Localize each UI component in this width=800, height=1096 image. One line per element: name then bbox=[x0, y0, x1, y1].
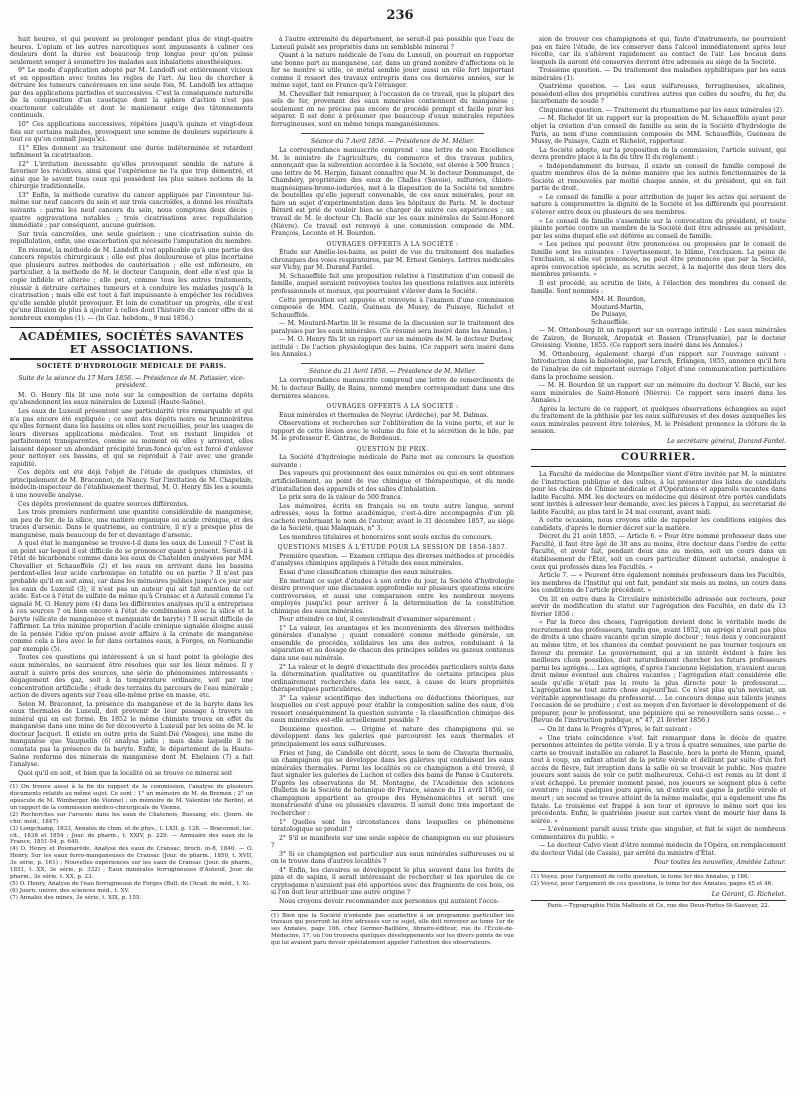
paragraph: Troisième question. — Du traitement des maladies syphilitiques par les eaux minérales (1). bbox=[531, 67, 786, 82]
footnote: (5) O. Henry, Analyse de l'eau ferrugineuse de Forges (Bull. de l'Acad. de méd., t. X). bbox=[10, 880, 251, 887]
paragraph: 1° Quelles sont les circonstances dans lesquelles ce phénomène tératologique se produit ? bbox=[271, 818, 514, 834]
paragraph: A cette occasion, nous croyons utile de rappeler les conditions exigées des candidats, d'après le dernier décret sur la matière. bbox=[531, 517, 786, 532]
column-1-top-text bbox=[10, 36, 253, 322]
paragraph: Après la lecture de ce rapport, et quelques observations échangées au sujet du traitement de la phthisie par les eaux sulfureuses et des doses auxquelles les eaux minérales peuvent être tolérées, M. le Président prononce la clôture de la session. bbox=[531, 405, 786, 436]
paragraph: 2° S'il se manifeste sur une seule espèce de champignon ou sur plusieurs ? bbox=[271, 834, 514, 850]
paragraph: Pour atteindre ce but, il conviendrait d'examiner séparément : bbox=[279, 616, 476, 624]
member-name: MM. H. Bourdon, bbox=[591, 296, 646, 304]
paragraph: — M. Ottenbourg lit un rapport sur un ouvrage intitulé : Les eaux minérales de Zaizon, de Borszek, Aropatak et Bassen (Transylvanie), par le docteur Greissing. Vienne, 1855. (Ce rapport sera inséré dans les Annales.) bbox=[531, 327, 786, 350]
column-3-footnotes bbox=[531, 871, 786, 888]
paragraph: Les membres titulaires et honoraires sont seuls exclus du concours. bbox=[279, 533, 493, 541]
meeting-april-7: Séance du 7 Avril 1856. — Présidence de M. Mélier. bbox=[310, 137, 475, 145]
footnote: (1) Voyez, pour l'argument de cette question, le tome Ier des Annales, p 186. bbox=[531, 873, 750, 880]
paragraph: Ces dépôts ont été déjà l'objet de l'étude de quelques chimistes, et principalement de M. Braconnot, de Nancy. Sur l'invitation de M. Chapelain, médecin-inspecteur de l'établissement thermal, M. O. Henry fils les a soumis à une nouvelle analyse. bbox=[10, 469, 253, 499]
paragraph: La Société adopte, sur la proposition de la commission, l'article suivant, qui devra prendre place à la fin du titre II du règlement : bbox=[531, 146, 786, 162]
paragraph: M. Ottenbourg, également chargé d'un rapport sur l'ouvrage suivant : Introduction dans la balnéologie, par Lersch, Erlangen, 1855, annonce qu'il fera de l'analyse de cet important ouvrage l'objet d'une communication particulière dans la prochaine session. bbox=[531, 350, 786, 381]
member-name: De Puisaye, bbox=[591, 311, 628, 319]
paragraph: Observations et recherches sur l'oblitération de la veine porte, et sur le rapport de cette lésion avec le volume du foie et la sécrétion de la bile, par M. le professeur E. Gintrac, de Bordeaux. bbox=[271, 420, 514, 443]
society-title: SOCIÉTÉ D'HYDROLOGIE MÉDICALE DE PARIS. bbox=[36, 362, 227, 371]
study-questions-heading: QUESTIONS MISES À L'ÉTUDE POUR LA SESSION DE 1856-1857. bbox=[277, 544, 508, 552]
paragraph: Eaux minérales et thermales de Neyrac (Ardèche), par M. Dalmas. bbox=[279, 411, 489, 419]
reports-text bbox=[531, 327, 786, 436]
column-1-article-text bbox=[10, 392, 253, 777]
paragraph: 3° Si ce champignon est particulier aux eaux minérales sulfureuses ou si on le trouve dans d'autres localités ? bbox=[271, 850, 514, 866]
section-title: ACADÉMIES, SOCIÉTÉS SAVANTES ET ASSOCIATIONS. bbox=[10, 327, 253, 360]
paragraph: 4° Enfin, les clavaires se développent le plus souvent dans les forêts de pins et de sapins, il serait intéressant de rechercher si les sporules de ce cryptogame n'auraient pas été apportées avec des fragments de ces bois, ou si l'on doit leur attribuer une autre origine ? bbox=[271, 866, 514, 897]
paragraph: sion de trouver ces champignons et qui, faute d'instruments, ne pourraient pas en faire l'étude, de les conserver dans l'alcool immédiatement après leur récolte, car ils s'altèrent rapidement au contact de l'air. Les bocaux dans lesquels ils auront été conservés devront être adressés au siège de la Société. bbox=[531, 36, 786, 66]
newspaper-page bbox=[10, 8, 790, 1090]
page-number: 236 bbox=[386, 8, 414, 23]
meeting-april-21: Séance du 21 Avril 1856. — Présidence de M. Mélier. bbox=[308, 367, 477, 375]
paragraph: 9° Le mode d'application adopté par M. Landolfi est entièrement vicieux et en opposition avec toutes les règles de l'art. Au lieu de chercher à détruire les tumeurs cancéreuses en une seule fois, M. Landolfi les attaque par des applications partielles et successives. C'est la conséquence naturelle de la composition d'un caustique dont la sphère d'action n'est pas exactement calculable et dont le maniement exige des tâtonnements continuels. bbox=[10, 67, 253, 120]
council-members bbox=[591, 296, 786, 326]
paragraph: La correspondance manuscrite comprend une lettre de remercîments de M. le docteur Bailly, de Bains, nommé membre correspondant dans une des dernières séances. bbox=[271, 377, 514, 400]
paragraph: 10° Ces applications successives, répétées jusqu'à quinze et vingt-deux fois sur certains malades, provoquent une somme de douleurs supérieure à tout ce qu'on connaît jusqu'ici. bbox=[10, 121, 253, 144]
divider bbox=[531, 449, 786, 450]
paragraph: Quoi qu'il en soit, et bien que la localité où se trouve ce minerai soit bbox=[18, 769, 233, 777]
meeting-line: Suite de la séance du 17 Mars 1856. — Présidence de M. Patissier, vice-président. bbox=[18, 374, 245, 390]
paragraph: Cinquième question. — Traitement du rhumatisme par les eaux minérales (2). bbox=[539, 106, 785, 114]
paragraph: On lit en outre dans la Circulaire ministérielle adressée aux recteurs, pour servir de modification du statut sur l'agrégation des Facultés, en date du 13 février 1856 : bbox=[531, 595, 786, 618]
paragraph: « Le conseil de famille s'assemble sur la convocation du président, et toute plainte portée contre un membre de la Société doit être adressée au président, par les soins duquel elle est déférée au conseil de famille. bbox=[531, 217, 786, 240]
paragraph: Selon M. Braconnot, la présence du manganèse et de la baryte dans les eaux thermales de Luxeuil, doit provenir de leur passage à travers un minéral qui en est formé. En 1852 le même chimiste trouva en effet du manganèse dans une mine de fer découverte à Luxeuil par les soins de M. le docteur Jacquot. Il existe en outre près de Saint-Dié (Vosges), une mine de manganèse que Vauquelin (6) analysa jadis ; mais dans laquelle il ne constata pas la présence de la baryte. Enfin, le département de la Haute-Saône renferme des minerais de manganèse dont M. Ebelmen (7) a fait l'analyse. bbox=[10, 700, 253, 769]
footnote: (3) Longchamp, 1833, Annales de chim. et de phys., t. LXII, p. 138. — Braconnot, loc. cit., 1838 et 1854 ; Jour. de pharm., t. XXIV, p. 229. — Annuaire des eaux de la France, 1851-54, p. 640. bbox=[10, 825, 253, 846]
paragraph: La Société d'hydrologie médicale de Paris met au concours la question suivante : bbox=[271, 454, 514, 469]
paragraph: — M. O. Henry fils lit un rapport sur un mémoire de M. le docteur Durlow, intitulé : De l'action physiologique des bains. (Ce rapport sera inséré dans les Annales.) bbox=[271, 336, 514, 359]
paragraph: La correspondance manuscrite comprend : une lettre de son Excellence M. le ministre de l'agriculture, du commerce et des travaux publics, annonçant que la subvention accordée à la Société, est élevée à 500 francs ; une lettre de M. Herpin, faisant connaître que M. le docteur Dommanget, de Chambéry, propriétaire des eaux de Challes (Savoie), sulfurées, chloro-magnésiques-bromo-iodurées, met à la disposition de la Société tel nombre de bouteilles qu'elle jugerait convenable, de ces eaux minérales, pour en faire un sujet d'expérimentation dans les hôpitaux de Paris. M. le docteur Bérard est prié de vouloir bien se charger de suivre ces expériences ; un travail de M. le docteur Ch. Baclé sur les eaux minérales de Saint-Honoré (Nièvre). Ce travail est renvoyé à une commission composée de MM. François, Leconte et H. Bourdon. bbox=[271, 147, 514, 238]
footnote: (1) Bien que la Société n'entende pas soumettre à un programme particulier les travaux qui pourront lui être adressés sur ce sujet, elle doit renvoyer au tome 1er de ses Annales, page 166, chez Germer-Baillière, libraire-éditeur, rue de l'École-de-Médecine, 17, où l'on trouvera quelques développements sur les divers points de vue qui lui avaient paru devoir spécialement appeler l'attention des observateurs. bbox=[271, 912, 514, 947]
column-3 bbox=[531, 36, 786, 1084]
footnote: (4) O. Henry et Poumarède, Analyse des eaux de Cransac, broch. in-8, 1840. — O. Henry, Sur les eaux ferro-manganeuses de Cransac (Jour. de pharm., 1850, t. XVII, 3e série, p. 161) ; Nouvelles expériences sur les eaux de Cransac (Jour. de pharm., 1851, t. XX, 3e série, p. 332) ; Eaux minérales ferrugineuses d'Auteuil, Jour. de pharm., 3e série, t. XX, p. 23. bbox=[10, 846, 253, 880]
paragraph: « Les peines qui peuvent être prononcées ou proposées par le conseil de famille sont les suivantes : l'avertissement, le blâme, l'exclusion. La peine de l'exclusion, si elle est prononcée, ne peut être prononcée que par la Société, après convocation spéciale, au scrutin secret, à la majorité des deux tiers des membres présents. » bbox=[531, 241, 786, 279]
column-3-top-text bbox=[531, 36, 786, 295]
column-1 bbox=[10, 36, 253, 1084]
paragraph: Article 7. — « Peuvent être également nommés professeurs dans les Facultés, les membres de l'Institut qui ont fait, pendant six mois au moins, un cours dans les conditions de l'article précédent. » bbox=[531, 572, 786, 595]
member-name: Schaueffèle. bbox=[591, 318, 630, 326]
paragraph: Ces dépôts proviennent de quatre sources différentes. bbox=[18, 500, 189, 508]
paragraph: à l'autre extrémité du département, ne serait-il pas possible que l'eau de Luxeuil puisât ses propriétés dans un semblable minerai ? bbox=[271, 36, 514, 51]
paragraph: Il est procédé, au scrutin de liste, à l'élection des membres du conseil de famille. Sont nommés : bbox=[531, 279, 786, 295]
paragraph: Première question. — Examen critique des diverses méthodes et procédés d'analyses chimiques appliqués à l'étude des eaux minérales. bbox=[271, 552, 514, 568]
news-responsible: Pour toutes les nouvelles, Amédée Latour. bbox=[654, 859, 786, 867]
paragraph: Les eaux de Luxeuil présentent une particularité très remarquable et qui n'a pas encore été expliquée ; ce sont des dépôts noirs ou brunnoirâtres qu'elles forment dans les bassins où elles sont recueillies, pour les usages de leurs diverses applications médicales. Tout en restant limpides et parfaitement transparentes, comme au moment où elles y arrivent, elles laissent déposer un abondant précipité brun-foncé qu'on est forcé d'enlever pour nettoyer ces bassins, et qui se reproduit à l'air avec une grande rapidité. bbox=[10, 407, 253, 468]
column-2-footnote bbox=[271, 910, 514, 948]
paragraph: Cette proposition est appuyée et renvoyée à l'examen d'une commission composée de MM. Cazin, Guéneau de Mussy, de Puisaye, Richelot et Schaueffèle. bbox=[271, 296, 514, 319]
courrier-text bbox=[531, 471, 786, 857]
column-2 bbox=[271, 36, 514, 1084]
paragraph: 3° La valeur scientifique des inductions ou déductions théoriques, sur lesquelles on s'est appuyé pour établir la composition saline des eaux, d'où ressort conséquemment la question suivante : la classification chimique des eaux minérales est-elle actuellement possible ? bbox=[271, 694, 514, 725]
paragraph: 13° Enfin, la méthode curative du cancer appliquée par l'inventeur lui-même sur neuf cancers du sein et sur trois cancroïdes, a donné les résultats suivants : parmi les neuf cancers du sein, nous comptons deux décès ; quatre aggravations notables ; trois cicatrisations avec repullulation immédiate ; par conséquent, aucune guérison. bbox=[10, 191, 253, 230]
paragraph: Essai d'une classification chimique des eaux minérales. bbox=[279, 569, 453, 576]
courrier-title: COURRIER. bbox=[620, 452, 697, 464]
paragraph: Quant à la nature médicale de l'eau de Luxeuil, on pourrait en rapporter une bonne part au manganèse, car, dans un grand nombre d'affections où le fer se montre si utile, ce métal semble jouer aussi un rôle fort important comme il ressort des travaux entrepris dans ces dernières années, sur le même sujet, tant en France qu'à l'étranger. bbox=[271, 52, 514, 90]
paragraph: Quatrième question. — Les eaux sulfureuses, ferrugineuses, alcalines, possèdent-elles des propriétés curatives autres que celles du soufre, du fer, du bicarbonate de soude ? bbox=[531, 83, 786, 106]
member-name: Moutard-Martin, bbox=[591, 303, 644, 311]
paragraph: Des vapeurs qui proviennent des eaux minérales ou qui en sont obtenues artificiellement, au point de vue chimique et thérapeutique, et du mode d'installation des appareils et des salles d'inhalation. bbox=[271, 470, 514, 493]
paragraph: 11° Elles donnent au traitement une durée indéterminée et retardent infiniment la cicatrisation. bbox=[10, 144, 253, 160]
study-questions-text bbox=[271, 553, 514, 906]
footnote: (1) On trouve aussi à la fin du rapport de la commission, l'analyse de plusieurs documents relatifs au même sujet. Ce sont : 1° un mémoire de M. de Bremen ; 2° un opuscule de M. Wimberger (de Vienne) ; un mémoire de M. Valentini (de Berlin), et un rapport de la commission médico-chirurgicale de Vienne. bbox=[10, 784, 253, 811]
paragraph: — M. Moutard-Martin lit le résumé de la discussion sur le traitement des paralysies par les eaux minérales. (Ce résumé sera inséré dans les Annales.) bbox=[271, 320, 514, 335]
correspondence-text-2 bbox=[271, 377, 514, 400]
paragraph: — M. Richelot lit un rapport sur la proposition de M. Schaueffèle ayant pour objet la création d'un conseil de famille au sein de la Société d'hydrologie de Paris, au nom d'une commission composée de MM. Schaueffèle, Guéneau de Mussy, de Puisaye, Cazin et Richelot, rapporteur. bbox=[531, 115, 786, 146]
divider bbox=[301, 363, 484, 364]
prize-question-heading: QUESTION DE PRIX. bbox=[356, 445, 429, 453]
paragraph: Le prix sera de la valeur de 500 francs. bbox=[279, 494, 403, 502]
paragraph: huit heures, et qui peuvent se prolonger pendant plus de vingt-quatre heures. L'opium et les autres narcotiques sont impuissants à calmer ces douleurs dont la durée est beaucoup trop longue pour qu'on puisse seulement songer à soumettre les malades aux inhalations anesthésiques. bbox=[10, 36, 253, 66]
paragraph: « Une triste coïncidence s'est fait remarquer dans le décès de quatre personnes atteintes de petite vérole. Il y a trois à quatre semaines, une partie de carte se trouvait installée au cabaret la Bascule, hors la porte de Menin, quand, tout à coup, un enfant atteint de la petite vérole et délirant par suite d'un fort accès de fièvre, fait irruption dans la salle où se trouvait le public. Nos quatre joueurs sont saisis de voir ce petit malheureux. Celui-ci est remis au lit dont il s'est échappé. Le premier moment passé, nos joueurs se soignent plus à cette aventure ; mais quelques jours après, un d'entre eux gagne la petite vérole et meurt ; un second se trouve atteint de la même maladie, qui a également une fin fatale. Le troisième est frappé à son tour et éprouve le même sort que les précédents. Enfin, le quatrième joueur aux cartes vient de mourir hier dans la soirée. » bbox=[531, 734, 786, 825]
works-offered-heading: OUVRAGES OFFERTS À LA SOCIÉTÉ : bbox=[326, 240, 459, 248]
paragraph: — L'événement paraît aussi triste que singulier, et fait le sujet de nombreux commentaires du public. » bbox=[531, 826, 786, 841]
footnote: (6) Journ. univer. des sciences méd., t. XV. bbox=[10, 887, 130, 894]
paragraph: En mettant ce sujet d'études à son ordre du jour, la Société d'hydrologie désire provoquer une discussion approfondie sur plusieurs questions encore controversées, et aussi une comparaison entre les nombreux moyens employés jusqu'ici pour arriver à la détermination de la constitution chimique des eaux minérales. bbox=[271, 577, 514, 615]
footnote: (2) Recherches sur l'arsenic dans les eaux de Chatenois, Bussang, etc. (Journ. de chir. méd., 1847) bbox=[10, 811, 253, 825]
paragraph: Décret du 21 août 1855. — Article 6. « Pour être nommé professeur dans une Faculté, il faut être âgé de 30 ans au moins, être docteur dans l'ordre de cette Faculté, et avoir fait, pendant deux ans au moins, soit un cours dans un établissement de l'État, soit un cours particulier dûment autorisé, analogue à ceux qui professés dans les Facultés. » bbox=[531, 533, 786, 571]
paragraph: En résumé, la méthode de M. Landolfi n'est applicable qu'à une partie des cancers réputés chirurgicaux ; elle est plus douloureuse et plus incertaine que plusieurs autres méthodes de cautérisation ; elle est inférieure, en particulier, à la méthode de M. le docteur Canquoin, dont elle n'est que la copie infidèle et altérée ; elle peut, comme tous les autres traitements, réussir à détruire certaines tumeurs et à conduire les malades jusqu'à la cicatrisation ; mais elle est tout à fait impuissante à empêcher les récidives qu'elle semble plutôt provoquer. Et loin de constituer un progrès, elle n'est qu'une illusion de plus à ajouter à celles dont l'histoire du cancer offre de si nombreux exemples (1). — (In Gaz. hebdom., 9 mai 1856.) bbox=[10, 246, 253, 322]
paragraph: « Par la force des choses, l'agrégation devient donc le véritable mode de recrutement des professeurs, tandis que, avant 1852, un agrégé n'avait pas plus de droits à une chaire vacante qu'un simple docteur ; tous deux y concouraient au même titre, et les chances du combat pouvaient ne pas tourner toujours en faveur du premier. Le gouvernement, qui a un intérêt évident à faire les meilleurs choix possibles, doit naturellement chercher les futurs professeurs parmi les agrégés.... Les agrégés, d'après l'ancienne législation, n'avaient aucun droit même éventuel aux chaires vacantes ; l'agrégation était considérée elle seule qu'elle n'était pas la route la plus directe pour le professorat.... L'agrégation ne tout autre chose aujourd'hui. Ce n'est plus qu'un noviciat, un véritable apprentissage du professorat.... Le concours donne aux talents jeunes l'occasion de se produire ; c'est au moyen d'en favoriser le développement et de préparer, pour le professorat, une pépinière qui se renouvellera sans cesse... » (Revue de l'instruction publique, n° 47, 21 février 1856.) bbox=[531, 619, 786, 725]
paragraph: La Faculté de médecine de Montpellier vient d'être invitée par M. le ministre de l'instruction publique et des cultes, à lui présenter des listes de candidats pour les chaires de Chimie médicale et d'Opérations et appareils vacantes dans ladite Faculté. MM. les docteurs en médecine qui désirent être portés candidats sont invités à adresser leur demande, avec les pièces à l'appui, au secrétariat de ladite Faculté, au plus tard le 24 mai courant, avant midi. bbox=[531, 470, 786, 516]
paragraph: Fries et Jung, de Candolle ont décrit, sous le nom de Clavaria thermalis, un champignon qui se développe dans les galeries qui conduisent les eaux minérales thermales. Parmi les localités où ce champignon a été trouvé, il faut signaler les galeries de Luchon et celles des bains de Panse à Cauterets. D'après les observations de M. Montagne, de l'Académie des sciences (Bulletin de la Société de botanique de France, séance du 11 avril 1856), ce champignon appartient au groupe des Hyménomicètes et serait une monstruosité d'une ou plusieurs clavaires. Il serait donc très important de rechercher : bbox=[271, 749, 514, 817]
paragraph: A quel état le manganèse se trouve-t-il dans les eaux de Luxeuil ? C'est là un point sur lequel il est difficile de se prononcer quant à présent. Serait-il à l'état de bicarbonate comme dans les eaux de Chateldon analysées par MM. Chevallier et Schaueffèle (2) et les eaux en arrivant dans les bassins perdent-elles leur acide carbonique en totalité ou en partie ? Il n'est pas probable qu'il en soit ainsi, car dans les mémoires publiés jusqu'à ce jour sur les eaux de Luxeuil (3), il n'est pas un auteur qui ait fait mention de cet acide. Est-ce à l'état de sulfate de même qu'à Cransac et à Auteuil comme l'a signalé M. O. Henry père (4) dans les différentes analyses qu'il a entreprises à ces sources ? ou bien encore à l'état de combinaison avec la silice et la baryte (silicate de manganèse et manganate de baryte) ? Il serait difficile de l'affirmer. La très minime proportion d'acide crénique signalée éloigne aussi de la pensée l'idée qu'on puisse avoir affaire à la crénate de manganèse comme cela a lieu avec le fer dans certaines eaux, à Forges, en Normandie par exemple (5). bbox=[10, 540, 253, 653]
paragraph: — M. H. Bourdon lit un rapport sur un mémoire du docteur V. Baclé, sur les eaux minérales de Saint-Honoré (Nièvre). Ce rapport sera inséré dans les Annales.) bbox=[531, 382, 786, 405]
printer-imprint: Paris.—Typographie Félix Malteste et Ce, rue des Deux-Portes-St-Sauveur, 22. bbox=[531, 900, 786, 911]
paragraph: — On lit dans le Progrès d'Ypres, le fait suivant : bbox=[539, 726, 692, 734]
paragraph: M. O. Henry fils lit une note sur la composition de certains dépôts qu'abandonnent les eaux minérales de Luxeuil (Haute-Saône). bbox=[10, 391, 253, 407]
paragraph: M. Chevallier fait remarquer, à l'occasion de ce travail, que la plupart des sels de fer, provenant des eaux minérales contiennent du manganèse ; seulement on ne précise pas encore de procédé prompt et facile pour les séparer. Il est donc à présumer que beaucoup d'eaux minérales réputées ferrugineuses, sont en même temps manganésiennes. bbox=[271, 90, 514, 129]
paragraph: Deuxième question. — Origine et nature des champignons qui se développent dans les galeries que parcourent les eaux thermales et principalement les eaux sulfureuses. bbox=[271, 725, 514, 749]
paragraph: M. Schaueffèle fait une proposition relative à l'institution d'un conseil de famille, auquel seraient renvoyées toutes les questions relatives aux intérêts professionnels et moraux, qui pourraient s'élever dans la Société. bbox=[271, 272, 514, 295]
divider bbox=[531, 466, 786, 467]
paragraph: 2° La valeur et le degré d'exactitude des procédés particuliers suivis dans la détermination qualitative ou quantitative de certains principes plus ordinairement recherchés dans les eaux, à cause de leurs propriétés thérapeutiques particulières. bbox=[271, 663, 514, 694]
works-offered-heading-2: OUVRAGES OFFERTS À LA SOCIÉTÉ : bbox=[326, 403, 459, 411]
secretary-signature: Le secrétaire général, Durand-Fardel. bbox=[667, 437, 786, 445]
column-1-footnotes bbox=[10, 781, 253, 901]
works-text bbox=[271, 249, 514, 359]
paragraph: « Indépendamment du bureau, il existe un conseil de famille composé de quatre membres élus de la même manière que les autres fonctionnaires de la Société et renouvelés par moitié chaque année, et du président, qui en fait partie de droit. bbox=[531, 162, 786, 193]
paragraph: 1° La valeur, les avantages et les inconvénients des diverses méthodes générales d'analyse ; quant considéré comme méthode générale, un ensemble de procédés, solidaires les uns des autres, conduisant à la séparation et au dosage de chacun des principes solides ou gazeux contenus dans une eau minérale. bbox=[271, 624, 514, 663]
divider bbox=[301, 133, 484, 134]
footnote: (2) Voyez, pour l'argument de ces questions, le tome Ier des Annales, pages 45 et 46. bbox=[531, 880, 773, 887]
gerant-signature: Le Gérant, G. Richelot. bbox=[711, 889, 786, 898]
column-2-top-text bbox=[271, 36, 514, 129]
correspondence-text bbox=[271, 147, 514, 238]
works-text-2 bbox=[271, 412, 514, 443]
paragraph: Nous croyons devoir recommander aux personnes qui auraient l'occa- bbox=[279, 897, 500, 905]
paragraph: Les trois premiers renferment une quantité considérable de manganèse, un peu de fer, de la silice, une matière organique ou acide crénique, et des traces d'arsenic. Dans le quatrième, au contraire, il n'y a presque plus de manganèse, mais beaucoup de fer et davantage d'arsenic. bbox=[10, 509, 253, 539]
paragraph: — Le docteur Calvo vient d'être nommé médecin de l'Opéra, en remplacement du docteur Vidal (de Cassis), par arrêté du ministre d'État. bbox=[531, 842, 786, 857]
footnote: (7) Annales des mines, 3e série, t. XIX, p. 155. bbox=[10, 894, 142, 901]
paragraph: 12° L'irritation incessante qu'elles provoquent semble de nature à favoriser les récidives, ainsi que l'expérience ne l'a que trop démontré, et ainsi que le savent tous ceux qui possèdent les plus saines notions de la chirurgie traditionnelle. bbox=[10, 160, 253, 191]
paragraph: « Le conseil de famille a pour attribution de juger les actes qui seraient de nature à compromettre la dignité de la Société et les différends qui pourraient s'élever entre deux ou plusieurs de ses membres. bbox=[531, 193, 786, 217]
paragraph: Étude sur Amélie-les-bains, au point de vue du traitement des maladies chroniques des voies respiratoires, par M. Ernest Genieys. Lettres médicales sur Vichy, par M. Durand Fardel. bbox=[271, 249, 514, 272]
paragraph: Sur trois cancroïdes, une seule guérison ; une cicatrisation suivie de repullulation, enfin, une exacerbation qui nécessite l'amputation du membre. bbox=[10, 230, 253, 246]
prize-text bbox=[271, 454, 514, 541]
paragraph: Toutes ces questions qui intéressent à un si haut point la géologie des eaux minérales, ne sauraient être résolues que sur les lieux mêmes. Il y aurait à suivre près des sources, une série de phénomènes intéressants : dégagement des gaz, soit à la température ordinaire, soit par une concentration artificielle ; étude des terrains du parcours de l'eau minérale ; action de divers agents sur l'eau elle-même prise en masse, etc. bbox=[10, 654, 253, 700]
paragraph: Les mémoires, écrits en français ou en toute autre langue, seront adressés, sous la forme académique, c'est-à-dire accompagnés d'un pli cacheté renfermant le nom de l'auteur, avant le 31 décembre 1857, au siège de la Société, quai Malaquais, n° 3. bbox=[271, 502, 514, 533]
